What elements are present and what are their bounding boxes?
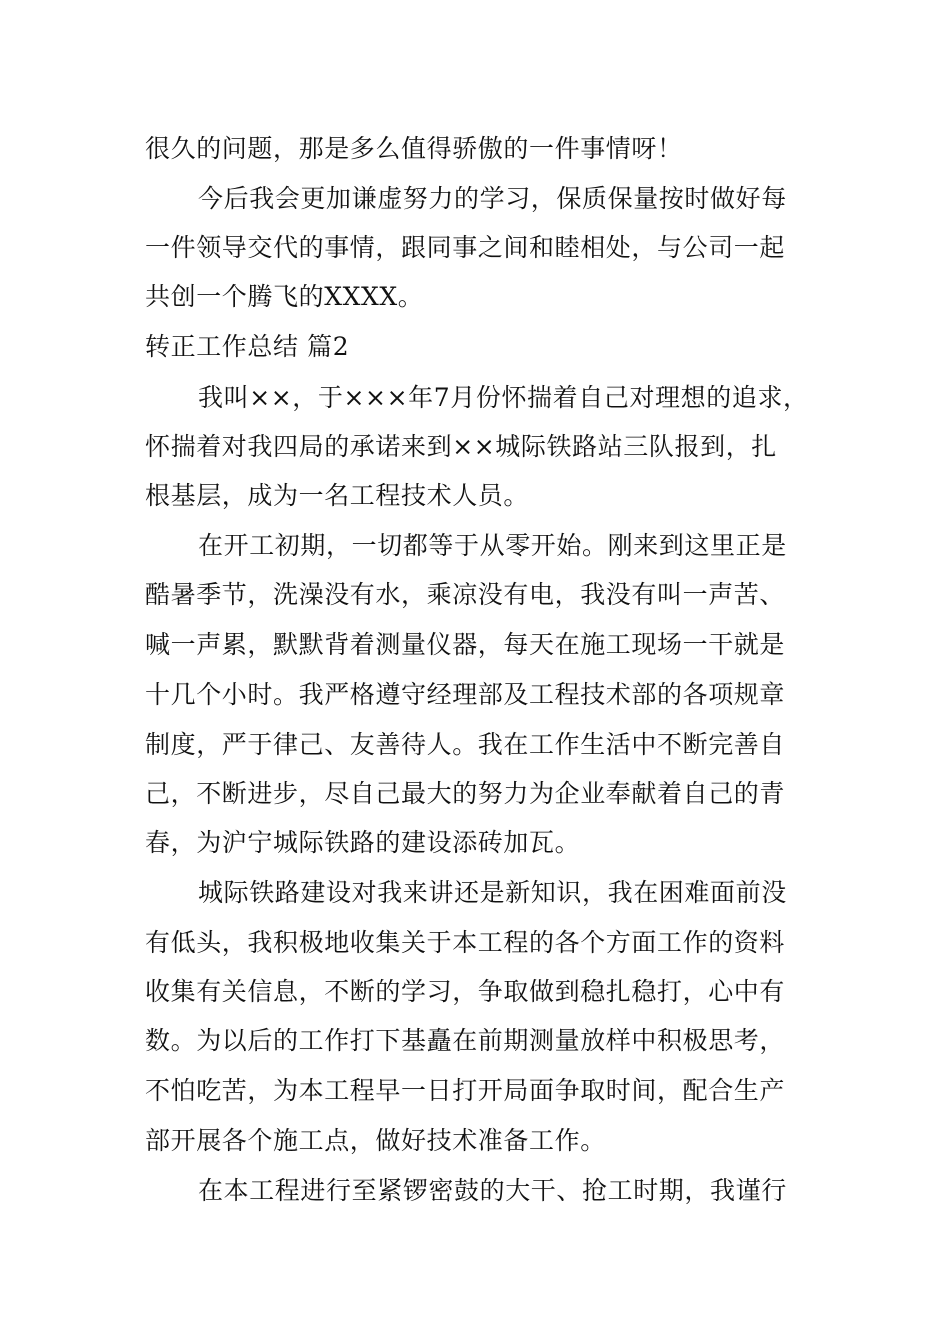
paragraph-line: 今后我会更加谦虚努力的学习，保质保量按时做好每 — [198, 184, 787, 213]
paragraph-line: 不怕吃苦，为本工程早一日打开局面争取时间，配合生产 — [145, 1076, 786, 1105]
paragraph-line: 收集有关信息，不断的学习，争取做到稳扎稳打，心中有 — [145, 977, 786, 1006]
paragraph-line: 根基层，成为一名工程技术人员。 — [145, 481, 530, 510]
section-heading: 转正工作总结 篇2 — [145, 332, 350, 361]
paragraph-line: 怀揣着对我四局的承诺来到××城际铁路站三队报到，扎 — [145, 432, 777, 461]
paragraph-line: 酷暑季节，洗澡没有水，乘凉没有电，我没有叫一声苦、 — [145, 580, 786, 609]
paragraph-line: 我叫××，于×××年7月份怀揣着自己对理想的追求， — [198, 383, 809, 412]
paragraph-line: 十几个小时。我严格遵守经理部及工程技术部的各项规章 — [145, 680, 786, 709]
paragraph-line: 很久的问题，那是多么值得骄傲的一件事情呀！ — [145, 134, 683, 163]
paragraph-line: 共创一个腾飞的XXXX。 — [145, 282, 424, 311]
paragraph-line: 部开展各个施工点，做好技术准备工作。 — [145, 1126, 606, 1155]
paragraph-line: 在开工初期，一切都等于从零开始。刚来到这里正是 — [198, 531, 787, 560]
paragraph-line: 一件领导交代的事情，跟同事之间和睦相处，与公司一起 — [145, 233, 786, 262]
paragraph-line: 己，不断进步，尽自己最大的努力为企业奉献着自己的青 — [145, 779, 786, 808]
paragraph-line: 有低头，我积极地收集关于本工程的各个方面工作的资料 — [145, 928, 786, 957]
paragraph-line: 春，为沪宁城际铁路的建设添砖加瓦。 — [145, 828, 581, 857]
paragraph-line: 喊一声累，默默背着测量仪器，每天在施工现场一干就是 — [145, 630, 786, 659]
paragraph-line: 在本工程进行至紧锣密鼓的大干、抢工时期，我谨行 — [198, 1176, 787, 1205]
paragraph-line: 制度，严于律己、友善待人。我在工作生活中不断完善自 — [145, 730, 786, 759]
paragraph-line: 城际铁路建设对我来讲还是新知识，我在困难面前没 — [198, 878, 787, 907]
paragraph-line: 数。为以后的工作打下基矗在前期测量放样中积极思考， — [145, 1026, 786, 1055]
